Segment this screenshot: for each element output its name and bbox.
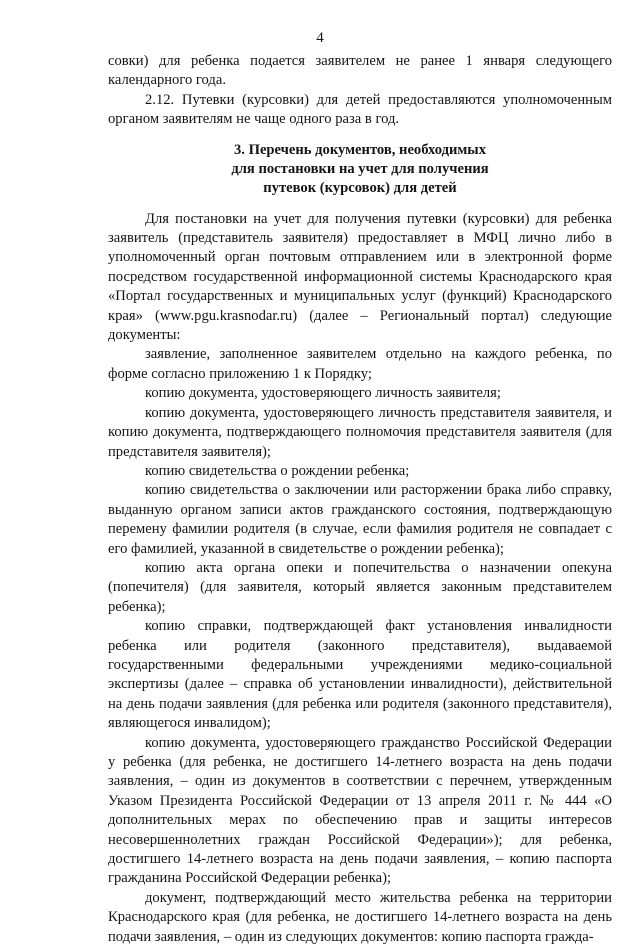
list-item: копию свидетельства о заключении или расторжении брака либо справку, выданную органом записи актов гражданского состояния, подтверждающую перемену фамилии родителя (в случае, если фамилия родителя не совпадает с его фамилией, указанной в свидетельстве о рождении ребенка); [108, 482, 612, 557]
list-item: копию документа, удостоверяющего личность заявителя; [145, 385, 501, 402]
list-item: копию документа, удостоверяющего гражданство Российской Федерации у ребенка (для ребенка, не достигшего 14-летнего возраста на день подачи заявления, – один из документов в соответствии с перечнем, утвержденным Указом Президента Российской Федерации от 13 апреля 2011 г. № 444 «О дополнительных мерах по обеспечению прав и защиты интересов несовершеннолетних граждан Российской Федерации»); для ребенка, достигшего 14-летнего возраста на день подачи заявления, – копию паспорта гражданина Российской Федерации ребенка); [108, 734, 612, 887]
paragraph: Для постановки на учет для получения путевки (курсовки) для ребенка заявитель (представитель заявителя) предоставляет в МФЦ лично либо в уполномоченный орган почтовым отправлением или в электронной форме посредством государственной информационной системы Краснодарского края «Портал государственных и муниципальных услуг (функций) Краснодарского края» (www.pgu.krasnodar.ru) (далее – Региональный портал) следующие документы: [108, 210, 612, 344]
list-item: копию справки, подтверждающей факт установления инвалидности ребенка или родителя (законного представителя), выдаваемой государственными федеральными учреждениями медико-социальной экспертизы (далее – справка об установлении инвалидности), действительной на день подачи заявления (для ребенка или родителя (законного представителя), являющегося инвалидом); [108, 618, 612, 732]
list-item: копию документа, удостоверяющего личность представителя заявителя, и копию документа, подтверждающего полномочия представителя заявителя (для представителя заявителя); [108, 404, 612, 460]
paragraph: совки) для ребенка подается заявителем не ранее 1 января следующего календарного года. [108, 53, 612, 89]
document-body [108, 52, 612, 947]
list-item: документ, подтверждающий место жительства ребенка на территории Краснодарского края (для ребенка, не достигшего 14-летнего возраста на день подачи заявления, – один из следующих документов: копию паспорта гражда- [108, 889, 612, 945]
list-item: копию акта органа опеки и попечительства о назначении опекуна (попечителя) (для заявителя, который является законным представителем ребенка); [108, 559, 612, 615]
section-heading-line: 3. Перечень документов, необходимых [234, 141, 486, 158]
list-item: копию свидетельства о рождении ребенка; [145, 462, 410, 479]
page-number: 4 [316, 30, 324, 46]
section-heading-line: для постановки на учет для получения [231, 160, 489, 177]
list-item: заявление, заполненное заявителем отдельно на каждого ребенка, по форме согласно приложению 1 к Порядку; [108, 346, 612, 382]
section-heading-line: путевок (курсовок) для детей [263, 179, 457, 196]
section-heading [108, 141, 612, 198]
paragraph: 2.12. Путевки (курсовки) для детей предоставляются уполномоченным органом заявителям не чаще одного раза в год. [108, 91, 612, 128]
